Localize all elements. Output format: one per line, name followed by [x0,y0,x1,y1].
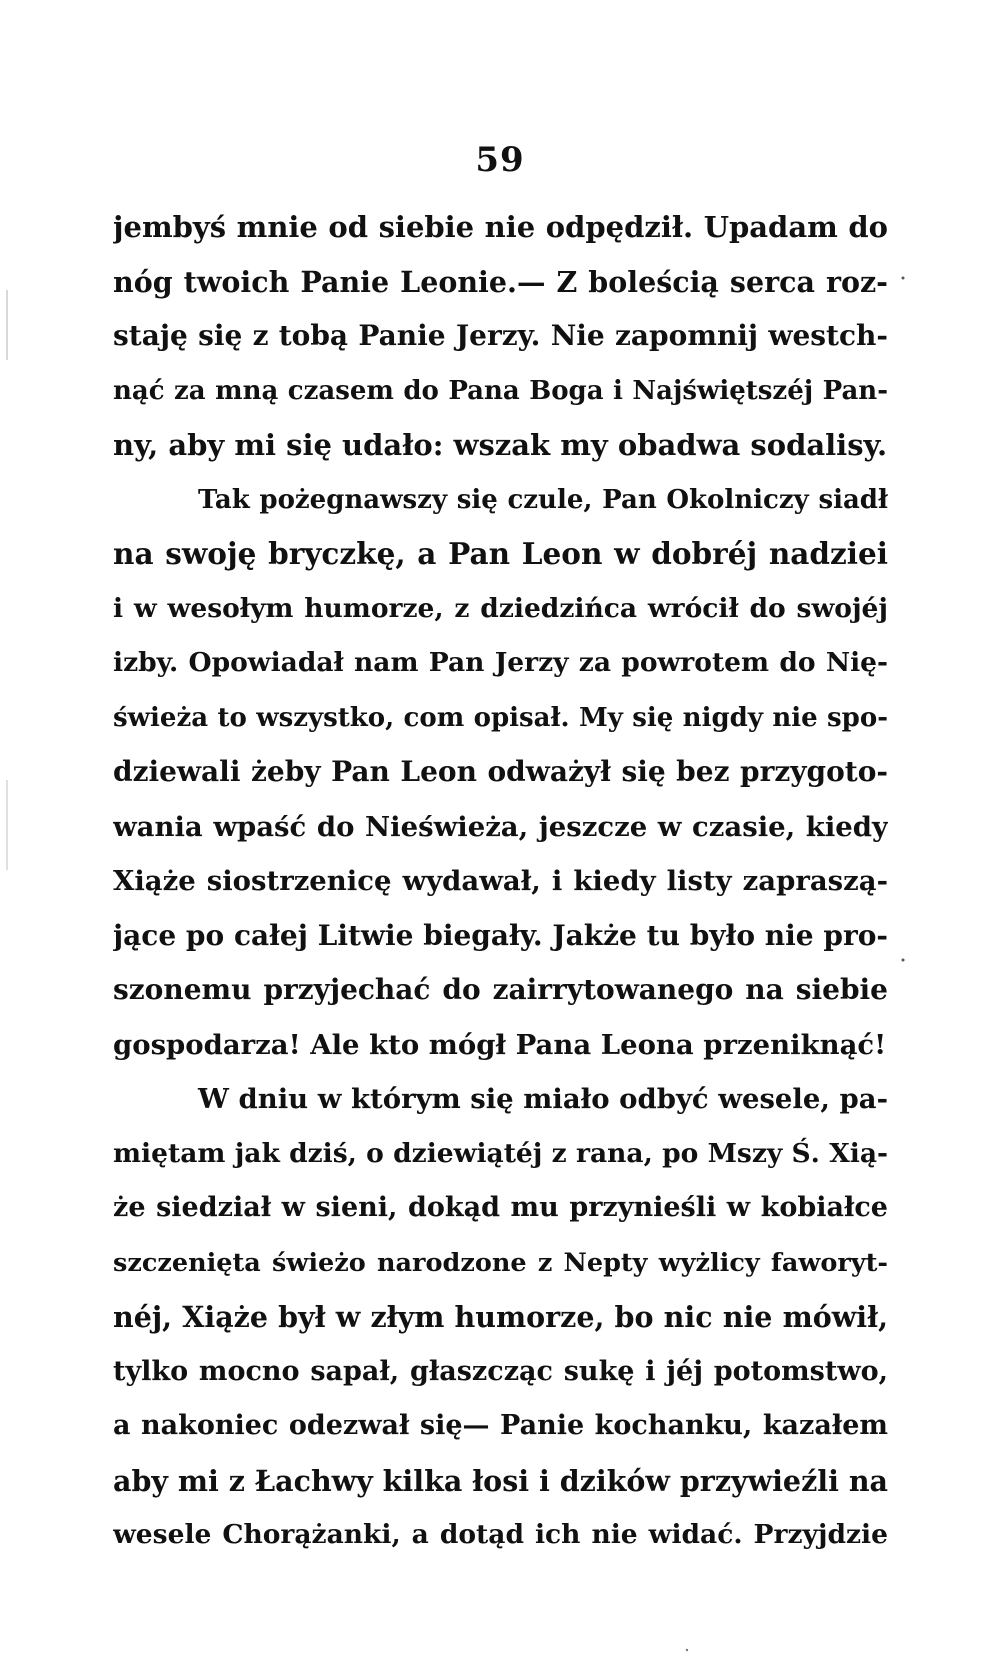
text-line: tylko mocno sapał, głaszcząc sukę i jéj potomstwo, [113,1355,888,1387]
speck [902,959,905,962]
edge-shadow [6,780,8,870]
text-line: gospodarza! Ale kto mógł Pana Leona przeniknąć! [113,1028,887,1061]
page-number: 59 [475,140,525,180]
text-line: jembyś mnie od siebie nie odpędził. Upadam do [113,210,888,244]
body-text [113,200,888,1563]
text-line: izby. Opowiadał nam Pan Jerzy za powrotem do Nię- [113,647,888,678]
text-line: aby mi z Łachwy kilka łosi i dzików przywieźli na [113,1463,888,1498]
text-line: świeża to wszystko, com opisał. My się nigdy nie spo- [113,702,888,733]
text-line: néj, Xiąże był w złym humorze, bo nic nie mówił, [113,1300,888,1334]
text-line: i w wesołym humorze, z dziedzińca wrócił do swojéj [113,592,888,624]
paragraph-start-line: W dniu w którym się miało odbyć wesele, pa- [198,1083,888,1115]
text-line: dziewali żeby Pan Leon odważył się bez przygoto- [113,755,888,788]
text-line: jące po całej Litwie biegały. Jakże tu było nie pro- [113,918,888,952]
text-line: na swoję bryczkę, a Pan Leon w dobréj nadziei [113,536,888,571]
text-line: ny, aby mi się udało: wszak my obadwa sodalisy. [113,428,888,462]
paragraph-start-line: Tak pożegnawszy się czule, Pan Okolniczy siadł [198,484,888,515]
text-line: miętam jak dziś, o dziewiątéj z rana, po Mszy Ś. Xią- [113,1137,888,1169]
text-line: Xiąże siostrzenicę wydawał, i kiedy listy zapraszą- [113,865,888,897]
text-line: a nakoniec odezwał się— Panie kochanku, kazałem [113,1410,888,1441]
text-line: wesele Chorążanki, a dotąd ich nie widać. Przyjdzie [113,1519,888,1550]
text-line: nąć za mną czasem do Pana Boga i Najświętszéj Pan- [113,375,888,406]
speck [902,277,905,280]
text-line: staję się z tobą Panie Jerzy. Nie zapomnij westch- [113,319,888,352]
text-line: szonemu przyjechać do zairrytowanego na siebie [113,973,888,1006]
text-line: szczenięta świeżo narodzone z Nepty wyżlicy faworyt- [113,1247,888,1278]
speck [686,1649,688,1651]
text-line: że siedział w sieni, dokąd mu przynieśli w kobiałce [113,1192,888,1223]
edge-shadow [6,290,8,360]
text-line: wania wpaść do Nieświeża, jeszcze w czasie, kiedy [113,810,888,843]
text-line: nóg twoich Panie Leonie.— Z boleścią serca roz- [113,264,888,299]
